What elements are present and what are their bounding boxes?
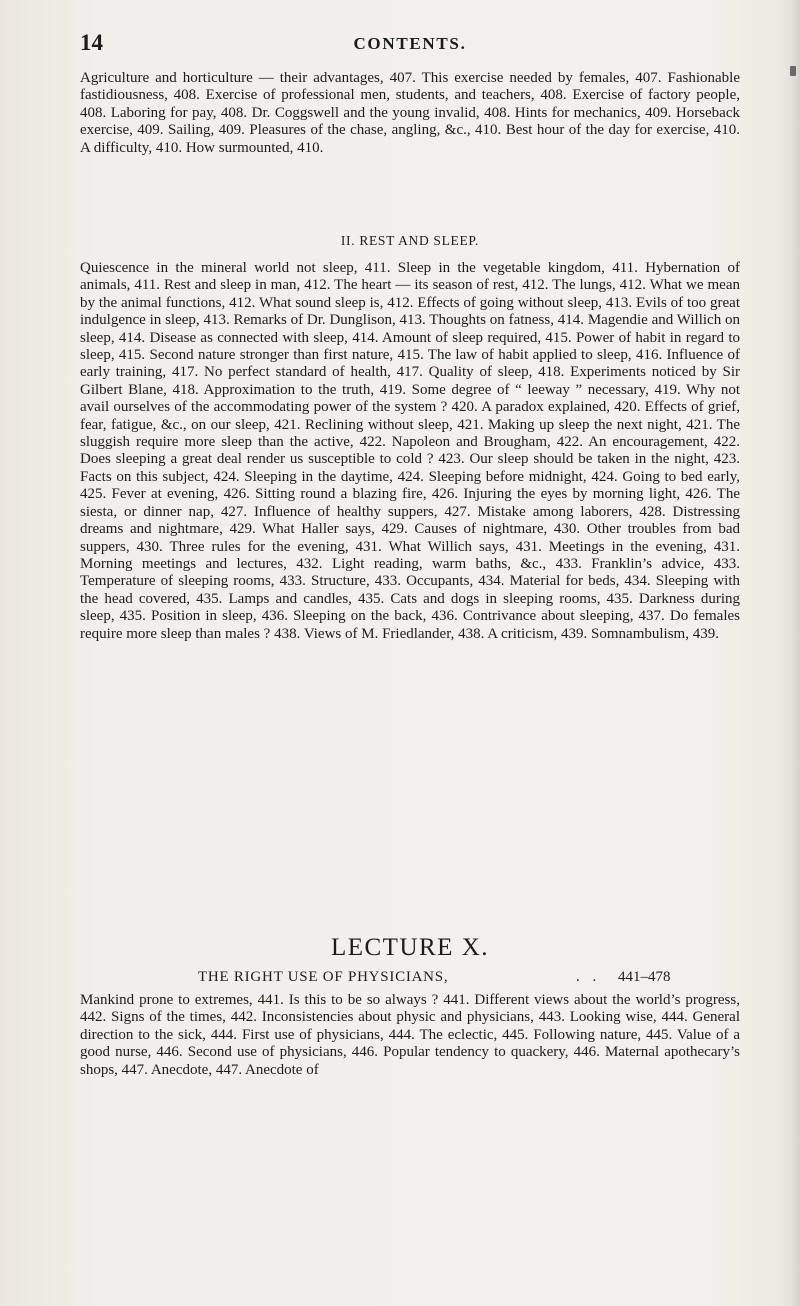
page-header [80,30,740,60]
lecture-title: LECTURE X. [330,934,490,961]
page-number: 14 [80,30,103,55]
paragraph-rest-and-sleep: Quiescence in the mineral world not sleep, 411. Sleep in the vegetable kingdom, 411. Hybernation of animals, 411. Rest and sleep in man, 412. The heart — its season of rest, 412. The lungs, 412. What we mean by the animal functions, 412. What sound sleep is, 412. Effects of going without sleep, 413. Evils of too great indulgence in sleep, 413. Remarks of Dr. Dunglison, 413. Thoughts on fatness, 414. Magendie and Willich on sleep, 414. Disease as connected with sleep, 414. Amount of sleep required, 415. Power of habit in regard to sleep, 415. Second nature stronger than first nature, 415. The law of habit applied to sleep, 416. Influence of early training, 417. No perfect standard of health, 417. Quality of sleep, 418. Experiments noticed by Sir Gilbert Blane, 418. Approximation to the truth, 419. Some degree of “ leeway ” necessary, 419. Why not avail ourselves of the accommodating power of the system ? 420. A paradox explained, 420. Effects of grief, fear, fatigue, &c., on our sleep, 421. Reclining without sleep, 421. Making up sleep the next night, 421. The sluggish require more sleep than the active, 422. Napoleon and Brougham, 422. An encouragement, 422. Does sleeping a great deal render us susceptible to cold ? 423. Our sleep should be taken in the night, 423. Facts on this subject, 424. Sleeping in the daytime, 424. Sleeping before midnight, 424. Going to bed early, 425. Fever at evening, 426. Sitting round a blazing fire, 426. Injuring the eyes by morning light, 426. The siesta, or dinner nap, 427. Influence of healthy suppers, 427. Mistake among laborers, 428. Distressing dreams and nightmare, 429. What Haller says, 429. Causes of nightmare, 430. Other troubles from bad suppers, 430. Three rules for the evening, 431. What Willich says, 431. Meetings in the evening, 431. Morning meetings and lectures, 432. Light reading, warm baths, &c., 433. Franklin’s advice, 433. Temperature of sleeping rooms, 433. Structure, 433. Occupants, 434. Material for beds, 434. Sleeping with the head covered, 435. Lamps and candles, 435. Cats and dogs in sleeping rooms, 435. Darkness during sleep, 435. Position in sleep, 436. Sleeping on the back, 436. Contrivance about sleeping, 437. Do females require more sleep than males ? 438. Views of M. Friedlander, 438. A criticism, 439. Somnambulism, 439. [80,260,740,642]
running-head: CONTENTS. [353,34,467,53]
paragraph-lecture-x: Mankind prone to extremes, 441. Is this to be so always ? 441. Different views about the world’s progress, 442. Signs of the times, 442. Inconsistencies about physic and physicians, 443. Looking wise, 444. General direction to the sick, 444. First use of physicians, 444. The eclectic, 445. Following nature, 445. Value of a good nurse, 446. Second use of physicians, 446. Popular tendency to quackery, 446. Maternal apothecary’s shops, 447. Anecdote, 447. Anecdote of [80,992,740,1078]
page-gutter-shadow [778,0,800,1306]
lecture-subtitle: THE RIGHT USE OF PHYSICIANS, [198,969,449,985]
section-heading-rest-and-sleep: II. REST AND SLEEP. [340,233,480,248]
paragraph-agriculture: Agriculture and horticulture — their advantages, 407. This exercise needed by females, 407. Fashionable fastidiousness, 408. Exercise of professional men, students, and teachers, 408. Exercise of factory people, 408. Laboring for pay, 408. Dr. Coggswell and the young invalid, 408. Hints for mechanics, 409. Horseback exercise, 409. Sailing, 409. Pleasures of the chase, angling, &c., 410. Best hour of the day for exercise, 410. A difficulty, 410. How surmounted, 410. [80,70,740,156]
edge-mark [790,66,796,76]
lecture-page-range: 441–478 [618,969,671,985]
dot-leader: . . [576,969,601,985]
